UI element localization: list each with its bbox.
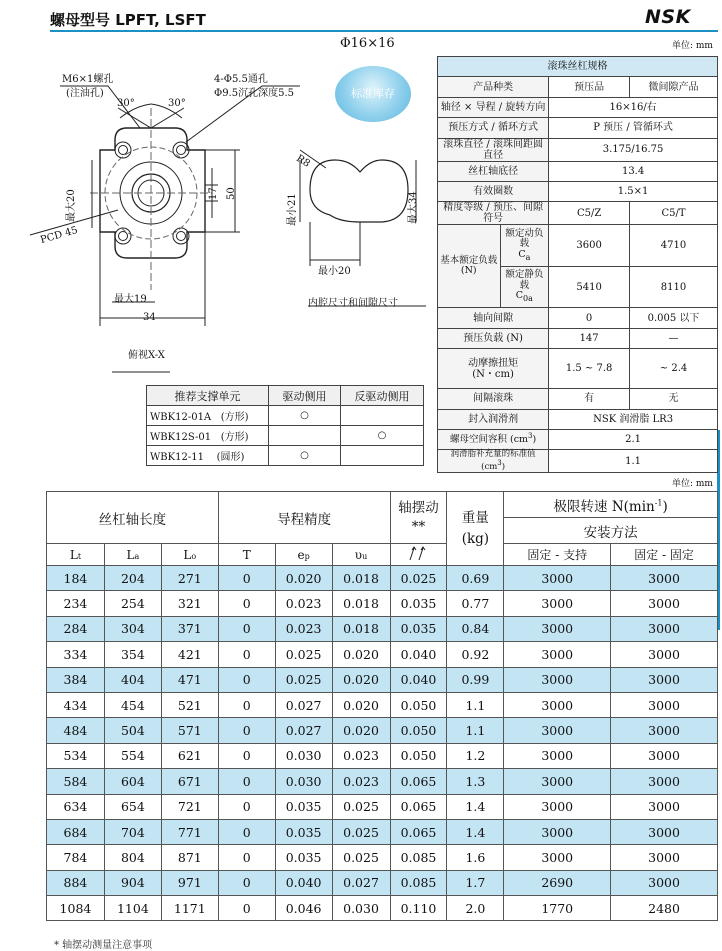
table-row xyxy=(47,591,718,616)
table-cell: 3000 xyxy=(611,845,718,870)
dyn-load-label: 额定动负载 xyxy=(505,227,544,250)
table-cell: 1171 xyxy=(161,896,218,921)
table-cell: 671 xyxy=(161,769,218,794)
support-drive-mark xyxy=(269,426,341,446)
table-cell: 0.99 xyxy=(447,667,504,692)
angle-right: 30° xyxy=(168,98,186,109)
table-cell: 0.025 xyxy=(275,642,332,667)
table-cell: 721 xyxy=(161,794,218,819)
spec-row-value: 13.4 xyxy=(549,161,718,181)
support-drive-mark: ○ xyxy=(269,406,341,426)
hole-sub-label: Φ9.5沉孔深度5.5 xyxy=(214,88,295,99)
table-cell: 334 xyxy=(47,642,105,667)
support-h-anti: 反驱动侧用 xyxy=(341,386,424,406)
table-cell: 3000 xyxy=(504,794,611,819)
table-cell: 0.035 xyxy=(390,616,447,641)
table-cell: 1.4 xyxy=(447,794,504,819)
table-cell: 3000 xyxy=(504,642,611,667)
table-cell: 3000 xyxy=(611,642,718,667)
table-row xyxy=(47,718,718,743)
support-h-drive: 驱动侧用 xyxy=(269,386,341,406)
table-row xyxy=(47,794,718,819)
table-cell: 0 xyxy=(218,591,275,616)
table-cell: 304 xyxy=(104,616,161,641)
table-cell: 0 xyxy=(218,769,275,794)
support-anti-mark xyxy=(341,446,424,466)
space-label-tail: ) xyxy=(532,434,537,446)
torque-b: ~ 2.4 xyxy=(630,349,718,389)
table-cell: 0.020 xyxy=(332,692,390,717)
grease-label: 封入润滑剂 xyxy=(438,409,549,429)
table-cell: 0.020 xyxy=(332,642,390,667)
table-cell: 871 xyxy=(161,845,218,870)
col-lo-sub: o xyxy=(191,551,197,561)
table-cell: 2480 xyxy=(611,896,718,921)
table-cell: 234 xyxy=(47,591,105,616)
table-cell: 584 xyxy=(47,769,105,794)
table-cell: 0.035 xyxy=(390,591,447,616)
support-drive-mark: ○ xyxy=(269,446,341,466)
table-cell: 0.92 xyxy=(447,642,504,667)
dyn-load-sub: a xyxy=(525,252,531,262)
table-cell: 3000 xyxy=(504,769,611,794)
col-vu-sub: u xyxy=(362,551,368,561)
support-anti-mark: ○ xyxy=(341,426,424,446)
spec-row-value: P 预压 / 管循环式 xyxy=(549,118,718,138)
table-cell: 784 xyxy=(47,845,105,870)
table-cell: 0.025 xyxy=(332,794,390,819)
dyn-load-symbol: C xyxy=(518,248,526,260)
spec-row-label: 滚珠直径 / 滚珠间距圆直径 xyxy=(438,138,549,161)
table-cell: 454 xyxy=(104,692,161,717)
h-runout: 轴摆动 xyxy=(398,499,439,516)
gap-b: 0.005 以下 xyxy=(630,308,718,328)
table-cell: 0.020 xyxy=(332,718,390,743)
load-label: 基本额定负载 xyxy=(440,254,498,266)
table-cell: 0.046 xyxy=(275,896,332,921)
table-cell: 0.035 xyxy=(275,845,332,870)
dim-max19: 最大19 xyxy=(114,294,147,305)
page-title: 螺母型号 LPFT, LSFT xyxy=(50,11,206,29)
table-cell: 521 xyxy=(161,692,218,717)
table-cell: 1.3 xyxy=(447,769,504,794)
h-speed-exp: -1 xyxy=(654,498,663,507)
spec-row-label: 轴径 × 导程 / 旋转方向 xyxy=(438,97,549,117)
table-cell: 1.6 xyxy=(447,845,504,870)
table-cell: 3000 xyxy=(611,667,718,692)
table-cell: 0.035 xyxy=(275,794,332,819)
table-cell: 0.085 xyxy=(390,870,447,895)
dim-max20: 最大20 xyxy=(66,189,77,222)
refill-label-tail: ) xyxy=(501,461,506,472)
spec-col-type: 产品种类 xyxy=(438,77,549,97)
table-cell: 0 xyxy=(218,819,275,844)
m6-label: M6×1螺孔 xyxy=(62,74,114,85)
table-row xyxy=(47,667,718,692)
table-cell: 371 xyxy=(161,616,218,641)
table-cell: 0.018 xyxy=(332,566,390,591)
table-cell: 1084 xyxy=(47,896,105,921)
footnote: * 轴摆动测量注意事项 xyxy=(54,940,153,951)
support-shape: (方形) xyxy=(220,432,249,443)
table-cell: 654 xyxy=(104,794,161,819)
size-title: Φ16×16 xyxy=(340,36,395,51)
r8-label: R8 xyxy=(294,153,312,170)
table-row xyxy=(47,642,718,667)
dyn-load-b: 4710 xyxy=(630,225,718,267)
table-cell: 0 xyxy=(218,718,275,743)
space-label: 螺母空间容积 (cm xyxy=(449,434,529,446)
table-row xyxy=(47,769,718,794)
table-cell: 3000 xyxy=(611,616,718,641)
table-cell: 904 xyxy=(104,870,161,895)
table-cell: 3000 xyxy=(611,566,718,591)
pcd-label: PCD 45 xyxy=(39,224,80,247)
col-v: υ xyxy=(354,547,363,562)
table-cell: 3000 xyxy=(611,692,718,717)
table-cell: 971 xyxy=(161,870,218,895)
table-cell: 0.027 xyxy=(332,870,390,895)
table-row xyxy=(47,819,718,844)
table-cell: 3000 xyxy=(611,743,718,768)
table-cell: 0.84 xyxy=(447,616,504,641)
table-row xyxy=(47,616,718,641)
table-cell: 771 xyxy=(161,819,218,844)
unit-label-top: 单位: mm xyxy=(672,41,713,51)
table-cell: 284 xyxy=(47,616,105,641)
preload-a: 147 xyxy=(549,328,630,348)
dyn-load-a: 3600 xyxy=(549,225,630,267)
torque-a: 1.5 ~ 7.8 xyxy=(549,349,630,389)
view-label: 俯视X-X xyxy=(128,350,165,361)
table-cell: 3000 xyxy=(504,692,611,717)
table-cell: 0.69 xyxy=(447,566,504,591)
table-cell: 804 xyxy=(104,845,161,870)
table-cell: 471 xyxy=(161,667,218,692)
table-cell: 634 xyxy=(47,794,105,819)
refill-cube: 3 xyxy=(497,458,502,467)
table-cell: 0.040 xyxy=(390,642,447,667)
table-row xyxy=(47,896,718,921)
table-cell: 0 xyxy=(218,845,275,870)
spec-row-label: 有效圈数 xyxy=(438,181,549,201)
spacer-a: 有 xyxy=(549,389,630,409)
dim-min20: 最小20 xyxy=(318,266,351,277)
table-cell: 0.030 xyxy=(275,743,332,768)
table-cell: 0 xyxy=(218,896,275,921)
table-row xyxy=(47,566,718,591)
table-row xyxy=(47,870,718,895)
table-cell: 0 xyxy=(218,743,275,768)
h-speed-tail: ) xyxy=(662,498,668,515)
support-shape: (圆形) xyxy=(216,452,245,463)
table-cell: 0.018 xyxy=(332,616,390,641)
table-cell: 3000 xyxy=(611,718,718,743)
h-mount: 安装方法 xyxy=(504,518,718,544)
table-cell: 434 xyxy=(47,692,105,717)
nsk-logo: NSK xyxy=(645,6,691,28)
table-cell: 0.020 xyxy=(332,667,390,692)
table-cell: 0.040 xyxy=(390,667,447,692)
table-cell: 0.040 xyxy=(275,870,332,895)
table-cell: 484 xyxy=(47,718,105,743)
table-cell: 0.085 xyxy=(390,845,447,870)
table-cell: 0.110 xyxy=(390,896,447,921)
spec-table xyxy=(437,56,718,473)
table-cell: 1.2 xyxy=(447,743,504,768)
h-weight: 重量 xyxy=(461,510,489,527)
gap-label: 轴向间隙 xyxy=(438,308,549,328)
table-cell: 0.023 xyxy=(275,616,332,641)
table-cell: 884 xyxy=(47,870,105,895)
table-cell: 3000 xyxy=(504,845,611,870)
col-e: e xyxy=(297,547,305,562)
table-cell: 534 xyxy=(47,743,105,768)
refill-value: 1.1 xyxy=(549,450,718,473)
table-cell: 0.030 xyxy=(332,896,390,921)
table-cell: 0 xyxy=(218,616,275,641)
angle-left: 30° xyxy=(117,98,135,109)
col-l: L xyxy=(126,547,135,562)
spec-row-value: 1.5×1 xyxy=(549,181,718,201)
table-cell: 0.027 xyxy=(275,718,332,743)
table-cell: 384 xyxy=(47,667,105,692)
table-cell: 254 xyxy=(104,591,161,616)
space-cube: 3 xyxy=(528,432,533,441)
table-cell: 321 xyxy=(161,591,218,616)
spec-col-b: 微间隙产品 xyxy=(630,77,718,97)
table-cell: 0.023 xyxy=(332,743,390,768)
table-cell: 3000 xyxy=(504,718,611,743)
table-cell: 3000 xyxy=(611,870,718,895)
table-cell: 3000 xyxy=(611,819,718,844)
support-model: WBK12S-01 xyxy=(150,432,212,443)
table-cell: 271 xyxy=(161,566,218,591)
table-cell: 0.030 xyxy=(275,769,332,794)
h-length: 丝杠轴长度 xyxy=(47,492,219,544)
table-cell: 3000 xyxy=(504,616,611,641)
gap-a: 0 xyxy=(549,308,630,328)
table-row xyxy=(47,743,718,768)
support-table xyxy=(146,385,424,466)
spec-row-label: 预压方式 / 循环方式 xyxy=(438,118,549,138)
table-cell: 621 xyxy=(161,743,218,768)
table-cell: 0.77 xyxy=(447,591,504,616)
col-ep-sub: p xyxy=(304,551,310,561)
table-cell: 684 xyxy=(47,819,105,844)
col-fix-support: 固定 - 支持 xyxy=(504,544,611,566)
table-cell: 0.025 xyxy=(332,819,390,844)
dim-50: 50 xyxy=(226,187,237,200)
table-cell: 3000 xyxy=(504,819,611,844)
table-cell: 0 xyxy=(218,692,275,717)
m6-sub-label: (注油孔) xyxy=(66,88,104,99)
table-cell: 3000 xyxy=(504,743,611,768)
table-cell: 0 xyxy=(218,642,275,667)
table-cell: 204 xyxy=(104,566,161,591)
table-cell: 0.023 xyxy=(332,769,390,794)
table-cell: 0.065 xyxy=(390,819,447,844)
table-cell: 571 xyxy=(161,718,218,743)
table-cell: 0.027 xyxy=(275,692,332,717)
table-cell: 1104 xyxy=(104,896,161,921)
table-cell: 0.050 xyxy=(390,692,447,717)
precision-label: 精度等级 / 预压、间隙符号 xyxy=(438,202,549,225)
table-cell: 504 xyxy=(104,718,161,743)
support-model: WBK12-11 xyxy=(150,452,204,463)
table-cell: 1.7 xyxy=(447,870,504,895)
table-cell: 554 xyxy=(104,743,161,768)
stat-load-label: 额定静负载 xyxy=(505,269,544,291)
support-model: WBK12-01A xyxy=(150,412,212,423)
precision-b: C5/T xyxy=(630,202,718,225)
table-cell: 0 xyxy=(218,794,275,819)
hole-label: 4-Φ5.5通孔 xyxy=(214,74,268,85)
h-lead: 导程精度 xyxy=(218,492,390,544)
table-cell: 354 xyxy=(104,642,161,667)
refill-label: 润滑脂补充量的标准值 (cm xyxy=(450,449,536,472)
torque-label: 动摩擦扭矩 xyxy=(468,357,519,369)
table-cell: 2.0 xyxy=(447,896,504,921)
torque-unit: (N・cm) xyxy=(472,368,514,380)
table-cell: 421 xyxy=(161,642,218,667)
spec-title: 滚珠丝杠规格 xyxy=(438,57,718,77)
runout-arrow-icon xyxy=(390,544,447,566)
dim-34: 34 xyxy=(143,312,156,323)
table-cell: 0 xyxy=(218,566,275,591)
support-h-unit: 推荐支撑单元 xyxy=(147,386,269,406)
unit-label-table: 单位: mm xyxy=(672,479,713,489)
table-cell: 0.020 xyxy=(275,566,332,591)
space-value: 2.1 xyxy=(549,429,718,449)
table-cell: 1.1 xyxy=(447,692,504,717)
cavity-label: 内腔尺寸和间隙尺寸 xyxy=(308,298,398,309)
h-speed: 极限转速 N(min xyxy=(553,498,655,515)
table-cell: 3000 xyxy=(504,667,611,692)
stat-load-b: 8110 xyxy=(630,266,718,308)
preload-label: 预压负载 (N) xyxy=(438,328,549,348)
dim-min21: 最小21 xyxy=(287,193,298,226)
length-table xyxy=(46,491,718,921)
precision-a: C5/Z xyxy=(549,202,630,225)
spec-row-label: 丝杠轴底径 xyxy=(438,161,549,181)
table-cell: 3000 xyxy=(504,591,611,616)
table-cell: 0.065 xyxy=(390,794,447,819)
table-cell: 0 xyxy=(218,667,275,692)
table-cell: 0.050 xyxy=(390,718,447,743)
table-row xyxy=(47,845,718,870)
col-t: T xyxy=(218,544,275,566)
table-cell: 1.1 xyxy=(447,718,504,743)
table-cell: 0.025 xyxy=(332,845,390,870)
spacer-label: 间隔滚珠 xyxy=(438,389,549,409)
col-l: L xyxy=(183,547,192,562)
table-cell: 404 xyxy=(104,667,161,692)
table-cell: 604 xyxy=(104,769,161,794)
grease-value: NSK 润滑脂 LR3 xyxy=(549,409,718,429)
h-runout-mark: ** xyxy=(411,518,426,535)
table-cell: 0 xyxy=(218,870,275,895)
table-cell: 0.025 xyxy=(275,667,332,692)
dim-max34: 最大34 xyxy=(408,191,419,224)
stat-load-a: 5410 xyxy=(549,266,630,308)
table-cell: 3000 xyxy=(504,566,611,591)
support-shape: (方形) xyxy=(220,412,249,423)
h-weight-unit: (kg) xyxy=(461,530,490,547)
table-cell: 3000 xyxy=(611,769,718,794)
table-cell: 0.035 xyxy=(275,819,332,844)
support-anti-mark xyxy=(341,406,424,426)
preload-b: — xyxy=(630,328,718,348)
spec-row-value: 16×16/右 xyxy=(549,97,718,117)
table-cell: 704 xyxy=(104,819,161,844)
stat-load-symbol: C xyxy=(515,290,524,302)
table-cell: 0.023 xyxy=(275,591,332,616)
table-cell: 184 xyxy=(47,566,105,591)
table-cell: 3000 xyxy=(611,794,718,819)
col-lt-sub: t xyxy=(77,551,82,561)
stock-badge: 标准库存 xyxy=(335,66,411,122)
table-cell: 0.065 xyxy=(390,769,447,794)
col-l: L xyxy=(69,547,78,562)
table-row xyxy=(47,692,718,717)
dim-17: 17 xyxy=(208,187,219,200)
table-cell: 1770 xyxy=(504,896,611,921)
table-cell: 3000 xyxy=(611,591,718,616)
table-cell: 0.018 xyxy=(332,591,390,616)
col-la-sub: a xyxy=(134,551,140,561)
spec-col-a: 预压品 xyxy=(549,77,630,97)
table-cell: 1.4 xyxy=(447,819,504,844)
spacer-b: 无 xyxy=(630,389,718,409)
table-cell: 0.050 xyxy=(390,743,447,768)
table-cell: 2690 xyxy=(504,870,611,895)
length-table-body xyxy=(47,566,718,921)
col-fix-fix: 固定 - 固定 xyxy=(611,544,718,566)
spec-row-value: 3.175/16.75 xyxy=(549,138,718,161)
stat-load-sub: 0a xyxy=(523,294,533,304)
table-cell: 0.025 xyxy=(390,566,447,591)
load-unit: (N) xyxy=(460,265,477,277)
